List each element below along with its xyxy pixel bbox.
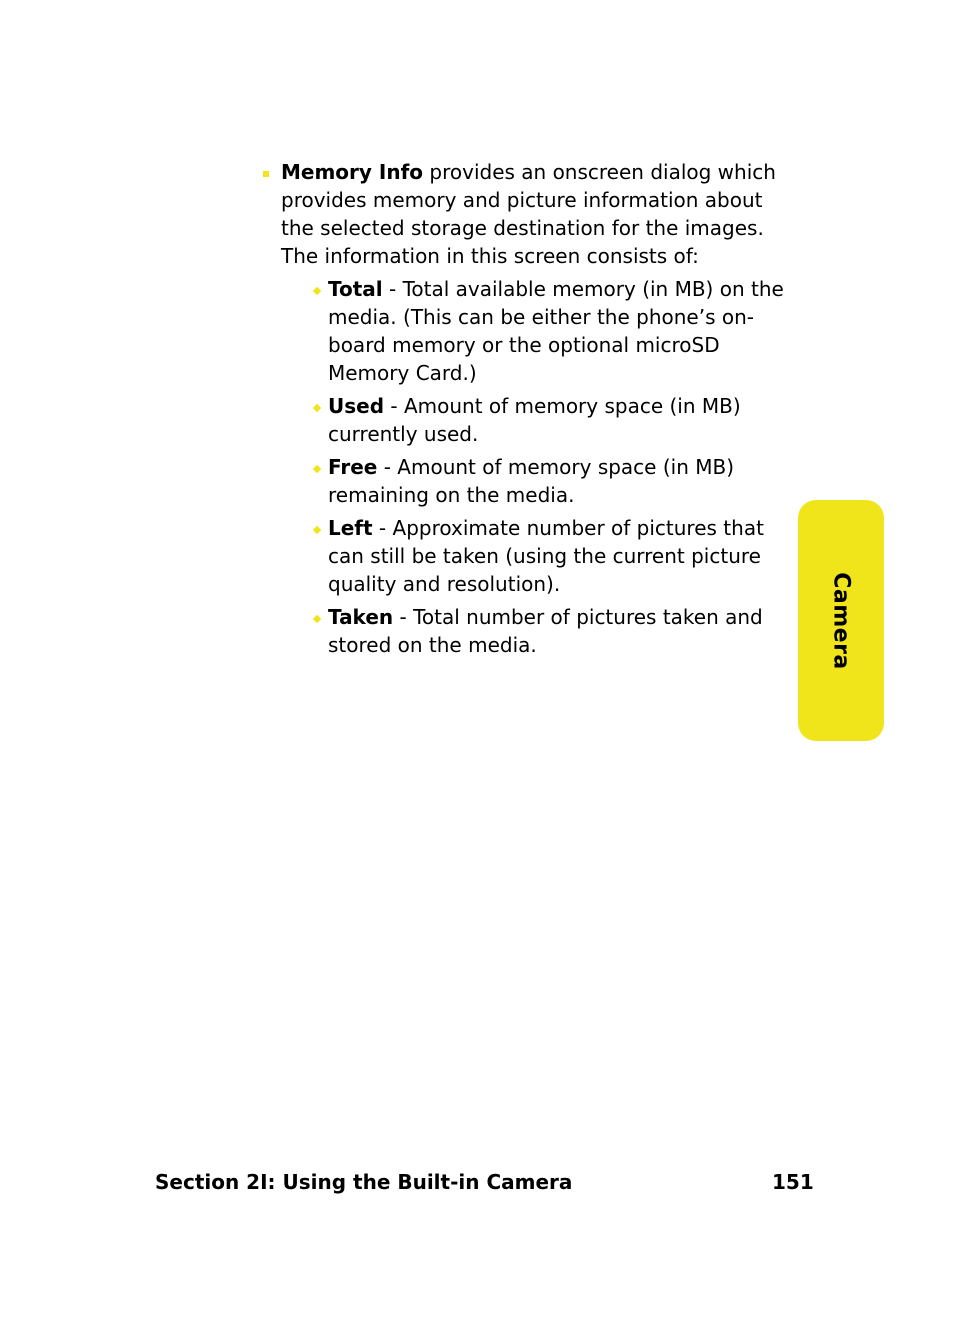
memory-info-bullet	[258, 158, 793, 659]
section-side-tab	[798, 500, 884, 741]
footer-section-title: Section 2I: Using the Built-in Camera	[155, 1170, 573, 1194]
page-number: 151	[772, 1170, 814, 1194]
item-description: - Total number of pictures taken and stored on the media.	[328, 605, 763, 657]
item-term: Used	[328, 394, 385, 418]
list-item	[281, 275, 793, 387]
square-bullet-icon	[263, 171, 269, 177]
item-description: - Total available memory (in MB) on the media. (This can be either the phone’s on-board memory or the optional microSD Memory Card.)	[328, 277, 784, 385]
list-item	[281, 453, 793, 509]
diamond-bullet-icon	[313, 526, 321, 534]
item-description: - Approximate number of pictures that can still be taken (using the current picture quality and resolution).	[328, 516, 764, 596]
item-description: - Amount of memory space (in MB) remaining on the media.	[328, 455, 735, 507]
memory-info-term: Memory Info	[281, 160, 424, 184]
side-tab-label: Camera	[828, 571, 854, 670]
list-item	[281, 514, 793, 598]
list-item	[281, 392, 793, 448]
diamond-bullet-icon	[313, 615, 321, 623]
main-content	[258, 158, 793, 664]
item-term: Total	[328, 277, 383, 301]
diamond-bullet-icon	[313, 287, 321, 295]
memory-info-sublist	[281, 275, 793, 659]
item-term: Taken	[328, 605, 394, 629]
diamond-bullet-icon	[313, 404, 321, 412]
item-term: Left	[328, 516, 373, 540]
memory-info-description: provides an onscreen dialog which provides memory and picture information about the selected storage destination for the images. The information in this screen consists of:	[281, 160, 776, 268]
list-item	[281, 603, 793, 659]
diamond-bullet-icon	[313, 465, 321, 473]
item-description: - Amount of memory space (in MB) currently used.	[328, 394, 741, 446]
item-term: Free	[328, 455, 378, 479]
